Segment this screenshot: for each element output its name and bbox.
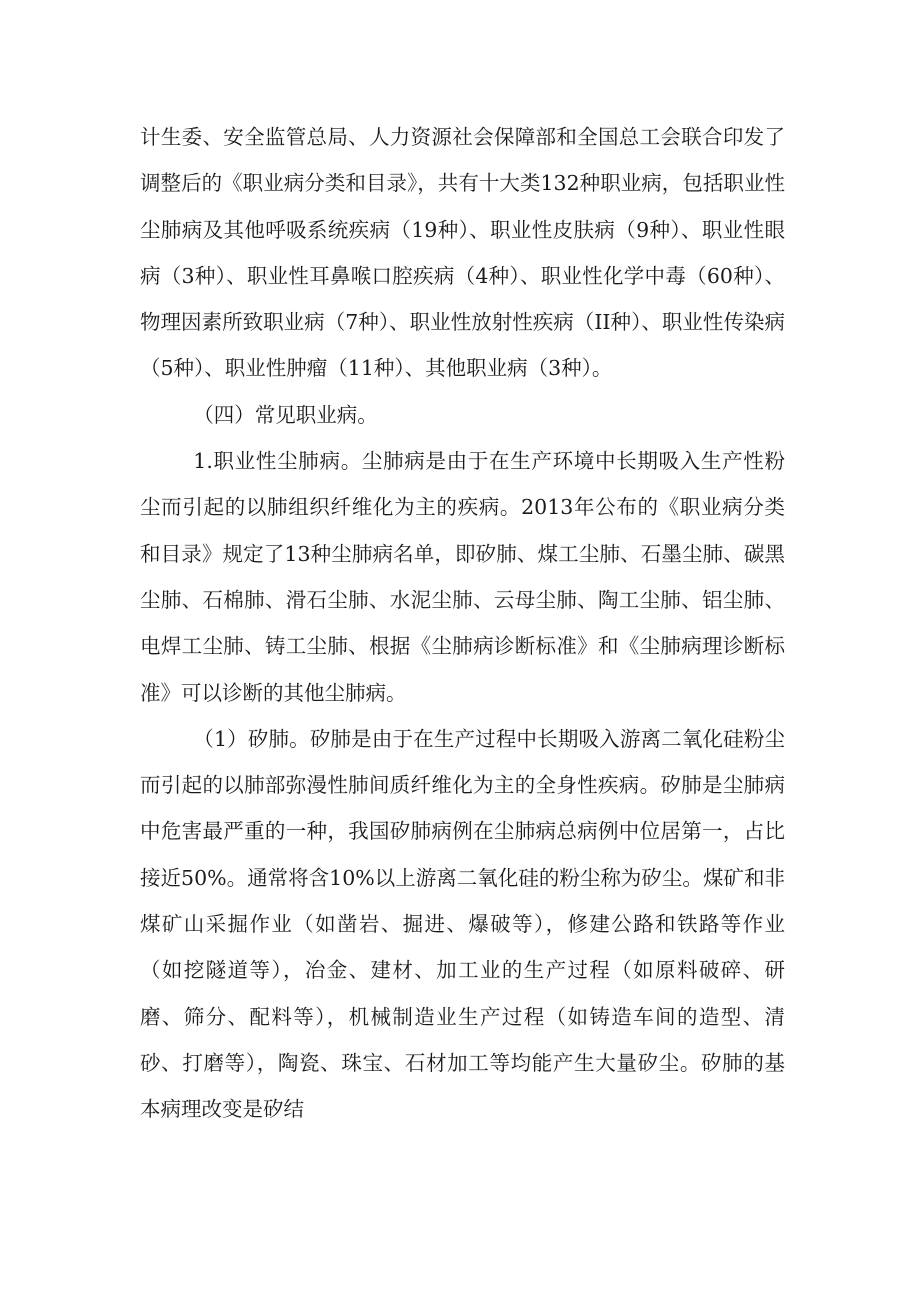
paragraph-silicosis: （1）矽肺。矽肺是由于在生产过程中长期吸入游离二氧化硅粉尘而引起的以肺部弥漫性肺间质纤维化为主的全身性疾病。矽肺是尘肺病中危害最严重的一种，我国矽肺病例在尘肺病总病例中位居第一，占比接近50%。通常将含10%以上游离二氧化硅的粉尘称为矽尘。煤矿和非煤矿山采掘作业（如凿岩、掘进、爆破等），修建公路和铁路等作业（如挖隧道等），冶金、建材、加工业的生产过程（如原料破碎、研磨、筛分、配料等），机械制造业生产过程（如铸造车间的造型、清砂、打磨等），陶瓷、珠宝、石材加工等均能产生大量矽尘。矽肺的基本病理改变是矽结 xyxy=(140,726,785,1122)
paragraph-pneumoconiosis: 1.职业性尘肺病。尘肺病是由于在生产环境中长期吸入生产性粉尘而引起的以肺组织纤维化为主的疾病。2013年公布的《职业病分类和目录》规定了13种尘肺病名单，即矽肺、煤工尘肺、石墨尘肺、碳黑尘肺、石棉肺、滑石尘肺、水泥尘肺、云母尘肺、陶工尘肺、铝尘肺、电焊工尘肺、铸工尘肺、根据《尘肺病诊断标准》和《尘肺病理诊断标准》可以诊断的其他尘肺病。 xyxy=(140,449,785,705)
section-heading-common-occupational-diseases: （四）常见职业病。 xyxy=(193,402,378,427)
body-text xyxy=(140,114,785,1133)
paragraph-occupational-disease-catalog: 计生委、安全监管总局、人力资源社会保障部和全国总工会联合印发了调整后的《职业病分类和目录》，共有十大类132种职业病，包括职业性尘肺病及其他呼吸系统疾病（19种）、职业性皮肤病（9种）、职业性眼病（3种）、职业性耳鼻喉口腔疾病（4种）、职业性化学中毒（60种）、物理因素所致职业病（7种）、职业性放射性疾病（II种）、职业性传染病（5种）、职业性肿瘤（11种）、其他职业病（3种）。 xyxy=(140,125,785,381)
